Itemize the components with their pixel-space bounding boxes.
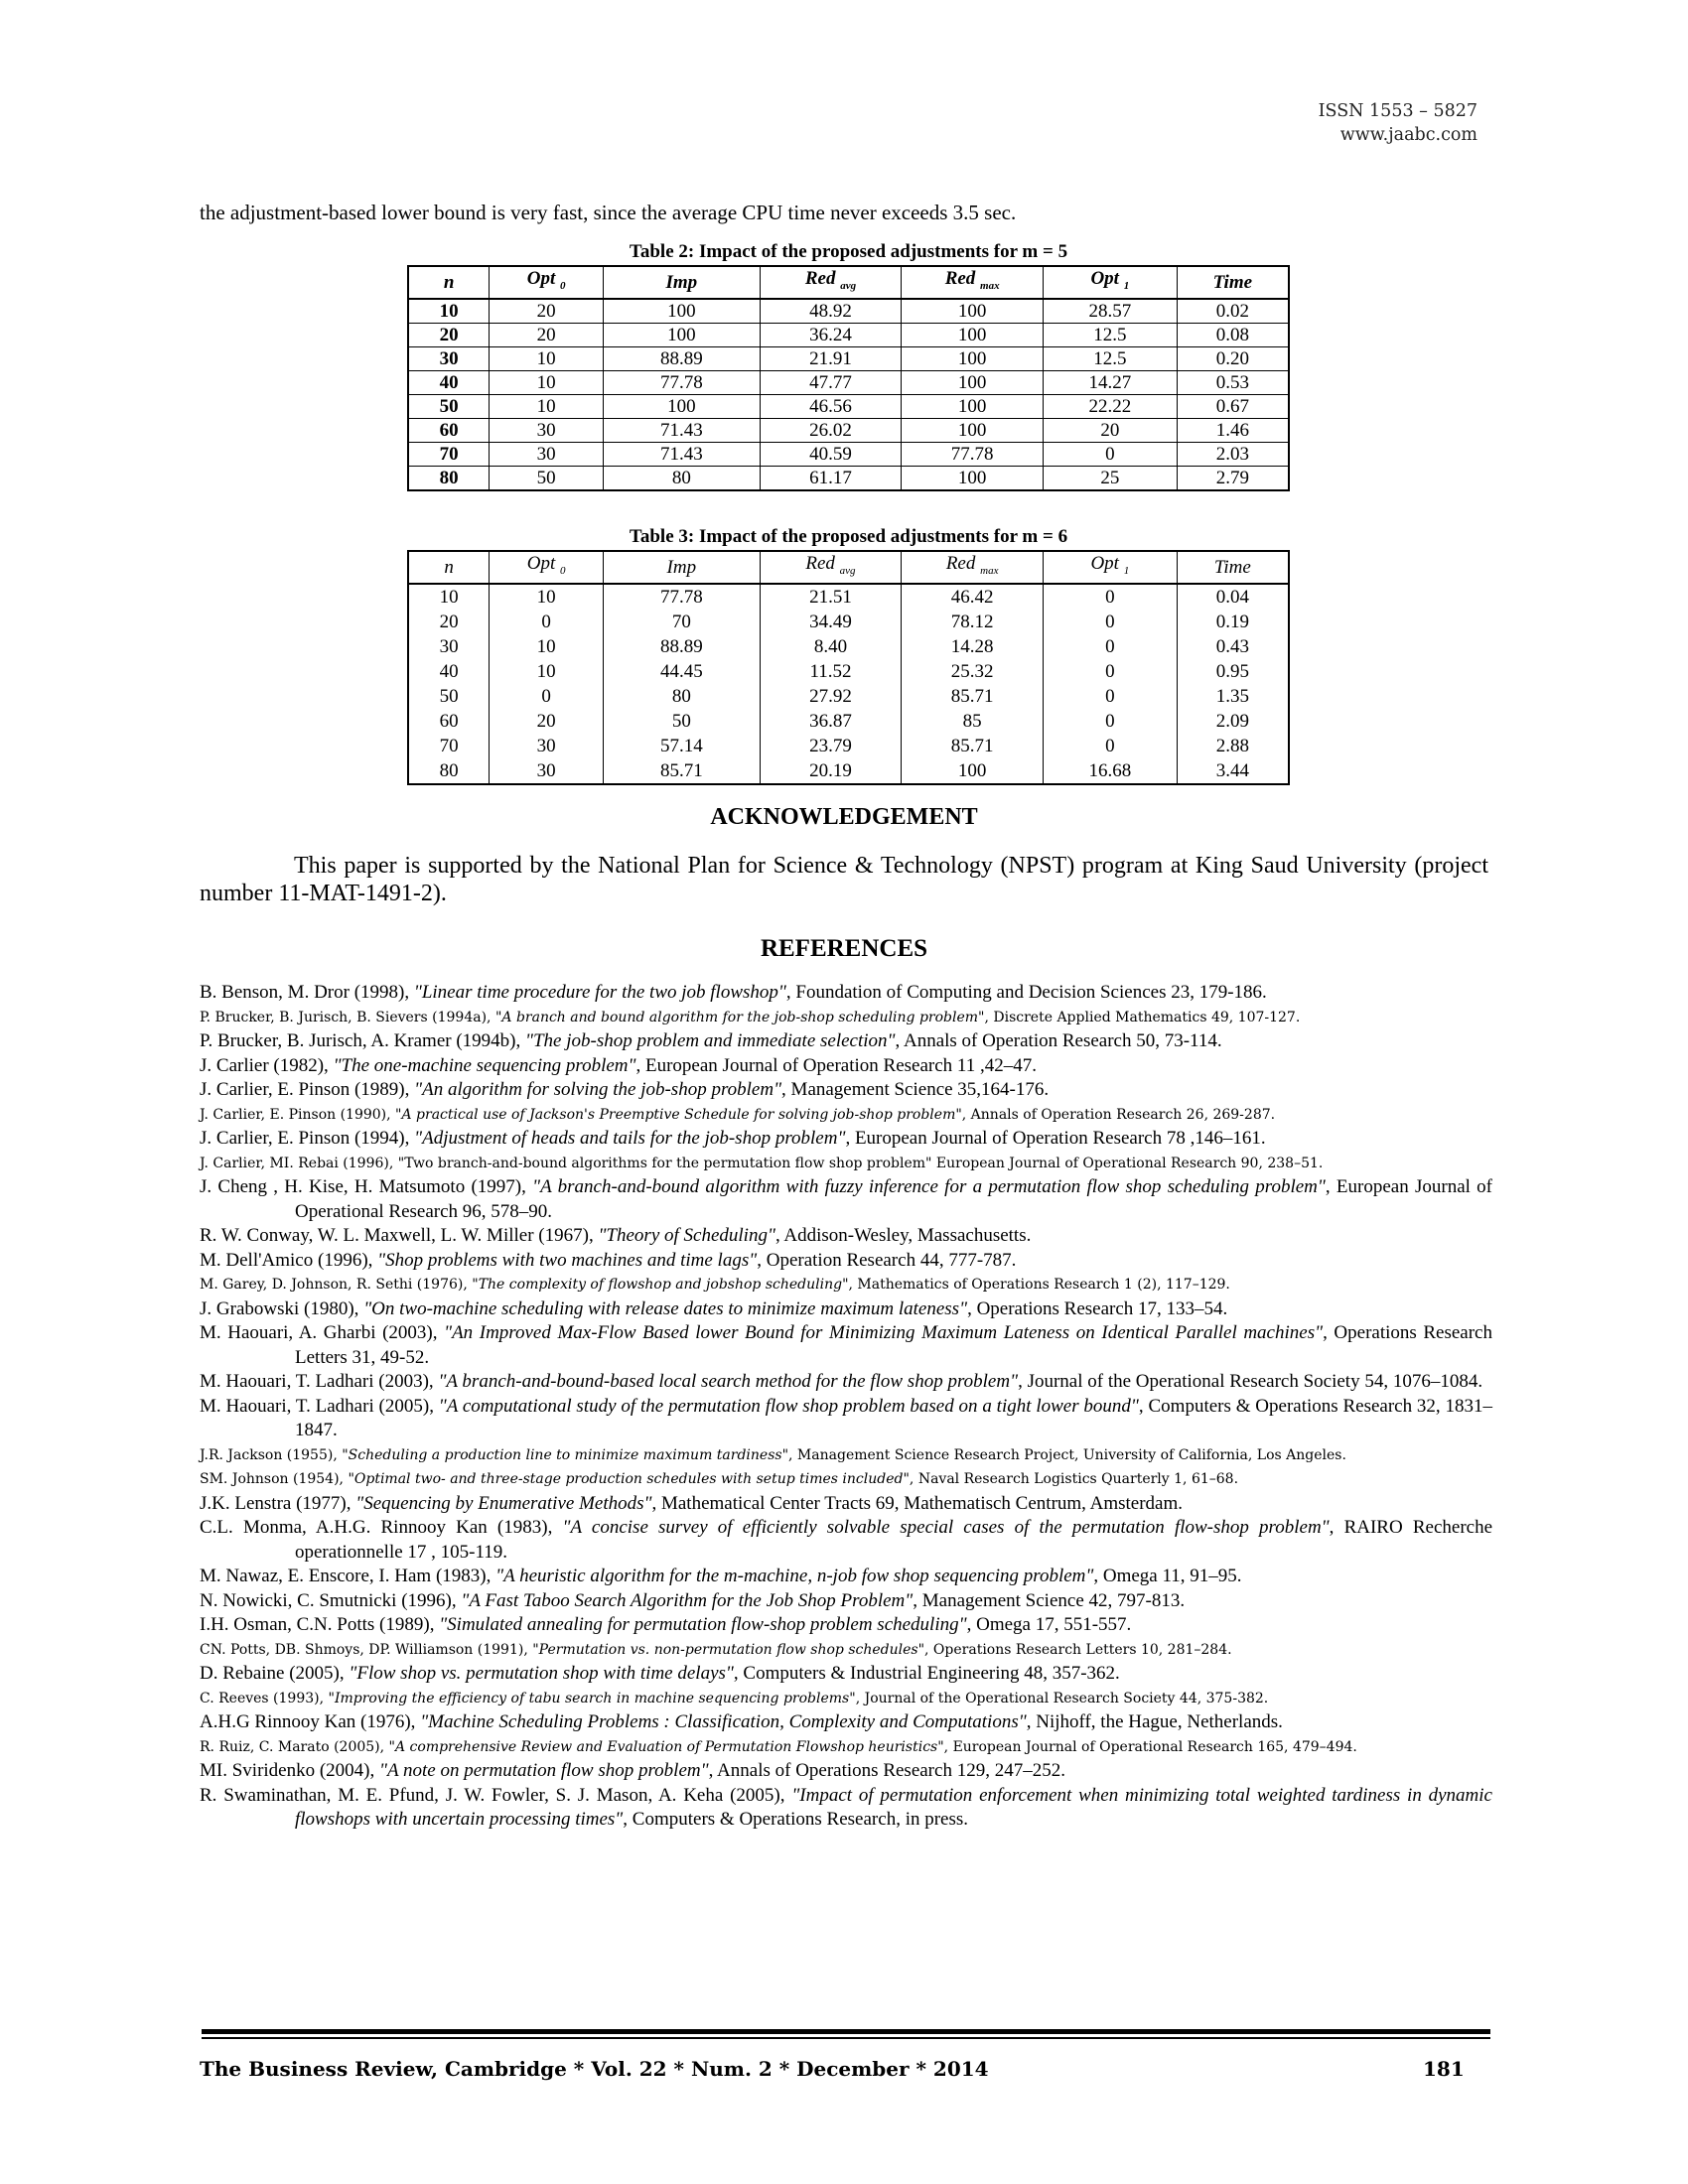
table-cell: 11.52 (760, 659, 902, 684)
table-cell: 100 (902, 346, 1044, 370)
reference-entry: J. Carlier, E. Pinson (1990), "A practical use of Jackson's Preemptive Schedule for solving job-shop problem", Annals of Operation Research 26, 269-287. (200, 1106, 1276, 1123)
table-cell: 12.5 (1043, 346, 1177, 370)
table-cell: 88.89 (604, 634, 761, 659)
reference-entry: J.R. Jackson (1955), "Scheduling a production line to minimize maximum tardiness", Management Science Research Project, University of California, Los Angeles. (200, 1446, 1346, 1463)
column-header: Imp (604, 266, 761, 299)
table-cell: 47.77 (760, 370, 902, 394)
acknowledgement-text: This paper is supported by the National Plan for Science & Technology (NPST) program at King Saud University (project number 11-MAT-1491-2). (200, 853, 1488, 906)
table-cell: 12.5 (1043, 323, 1177, 346)
table-cell: 30 (490, 734, 604, 758)
column-header: Opt $_0$ (490, 266, 604, 299)
table-cell: 0 (1043, 610, 1177, 634)
column-header: Imp (604, 551, 761, 584)
table-cell: 2.09 (1177, 709, 1289, 734)
table-3-caption: Table 3: Impact of the proposed adjustments for m = 6 (629, 526, 1068, 547)
table-cell: 27.92 (760, 684, 902, 709)
journal-header (1319, 99, 1477, 147)
table-cell: 57.14 (604, 734, 761, 758)
reference-entry: M. Haouari, A. Gharbi (2003), "An Improved Max-Flow Based lower Bound for Minimizing Maximum Lateness on Identical Parallel machines", Operations Research Letters 31, 49-52. (200, 1322, 1492, 1368)
table-cell: 80 (408, 758, 490, 784)
reference-entry: J. Carlier (1982), "The one-machine sequencing problem", European Journal of Operation Research 11 ,42–47. (200, 1054, 1037, 1076)
reference-entry: M. Haouari, T. Ladhari (2003), "A branch-and-bound-based local search method for the flow shop problem", Journal of the Operational Research Society 54, 1076–1084. (200, 1371, 1483, 1392)
table-cell: 0.43 (1177, 634, 1289, 659)
reference-entry: J. Grabowski (1980), "On two-machine scheduling with release dates to minimize maximum lateness", Operations Research 17, 133–54. (200, 1297, 1228, 1319)
table-cell: 30 (408, 346, 490, 370)
column-header: n (408, 266, 490, 299)
page-number: 181 (1423, 2057, 1465, 2081)
table-cell: 50 (408, 394, 490, 418)
table-cell: 20 (490, 299, 604, 324)
table-cell: 10 (490, 346, 604, 370)
footer-journal-citation: The Business Review, Cambridge * Vol. 22 * Num. 2 * December * 2014 (200, 2057, 989, 2081)
column-header: Opt $_1$ (1043, 266, 1177, 299)
table-cell: 1.46 (1177, 418, 1289, 442)
reference-entry: M. Haouari, T. Ladhari (2005), "A computational study of the permutation flow shop problem based on a tight lower bound", Computers & Operations Research 32, 1831–1847. (200, 1395, 1492, 1440)
table-2-grid (407, 265, 1290, 491)
column-header: Time (1177, 266, 1289, 299)
table-cell: 100 (604, 323, 761, 346)
table-cell: 0 (490, 610, 604, 634)
table-cell: 30 (490, 758, 604, 784)
table-cell: 80 (604, 684, 761, 709)
table-row (408, 709, 1289, 734)
table-cell: 78.12 (902, 610, 1044, 634)
table-cell: 40 (408, 370, 490, 394)
table-cell: 61.17 (760, 466, 902, 490)
table-cell: 30 (408, 634, 490, 659)
table-cell: 0.53 (1177, 370, 1289, 394)
table-cell: 50 (490, 466, 604, 490)
reference-entry: R. Ruiz, C. Marato (2005), "A comprehensive Review and Evaluation of Permutation Flowshop heuristics", European Journal of Operational Research 165, 479–494. (200, 1738, 1357, 1755)
table-cell: 0.08 (1177, 323, 1289, 346)
table-row (408, 323, 1289, 346)
reference-entry: M. Garey, D. Johnson, R. Sethi (1976), "The complexity of flowshop and jobshop scheduling", Mathematics of Operations Research 1 (2), 117–129. (200, 1277, 1230, 1293)
table-cell: 0 (1043, 659, 1177, 684)
table-row (408, 610, 1289, 634)
table-2-caption: Table 2: Impact of the proposed adjustments for m = 5 (629, 241, 1068, 262)
table-cell: 10 (490, 634, 604, 659)
reference-entry: CN. Potts, DB. Shmoys, DP. Williamson (1991), "Permutation vs. non-permutation flow shop schedules", Operations Research Letters 10, 281–284. (200, 1641, 1232, 1658)
table-cell: 100 (902, 758, 1044, 784)
table-cell: 14.28 (902, 634, 1044, 659)
table-cell: 28.57 (1043, 299, 1177, 324)
reference-entry: C.L. Monma, A.H.G. Rinnooy Kan (1983), "A concise survey of efficiently solvable special cases of the permutation flow-shop problem", RAIRO Recherche operationnelle 17 , 105-119. (200, 1517, 1493, 1563)
table-cell: 0.95 (1177, 659, 1289, 684)
table-cell: 40.59 (760, 442, 902, 466)
table-row (408, 442, 1289, 466)
column-header: Red $_{max}$ (902, 266, 1044, 299)
intro-paragraph: the adjustment-based lower bound is very fast, since the average CPU time never exceeds 3.5 sec. (200, 201, 1017, 224)
table-cell: 16.68 (1043, 758, 1177, 784)
table-cell: 100 (902, 323, 1044, 346)
table-row (408, 394, 1289, 418)
table-cell: 100 (902, 418, 1044, 442)
table-cell: 30 (490, 418, 604, 442)
column-header: Red $_{max}$ (902, 551, 1044, 584)
table-cell: 23.79 (760, 734, 902, 758)
table-row (408, 584, 1289, 610)
table-cell: 10 (408, 299, 490, 324)
table-cell: 0.67 (1177, 394, 1289, 418)
reference-entry: M. Nawaz, E. Enscore, I. Ham (1983), "A heuristic algorithm for the m-machine, n-job fow shop sequencing problem", Omega 11, 91–95. (200, 1566, 1242, 1586)
table-row (408, 299, 1289, 324)
table-cell: 14.27 (1043, 370, 1177, 394)
table-cell: 48.92 (760, 299, 902, 324)
table-cell: 20.19 (760, 758, 902, 784)
table-header-row (408, 266, 1289, 299)
reference-entry: M. Dell'Amico (1996), "Shop problems with two machines and time lags", Operation Research 44, 777-787. (200, 1249, 1017, 1271)
reference-entry: J. Carlier, E. Pinson (1994), "Adjustment of heads and tails for the job-shop problem", European Journal of Operation Research 78 ,146–161. (200, 1128, 1266, 1149)
reference-entry: MI. Sviridenko (2004), "A note on permutation flow shop problem", Annals of Operations Research 129, 247–252. (200, 1760, 1065, 1781)
table-cell: 44.45 (604, 659, 761, 684)
table-cell: 71.43 (604, 442, 761, 466)
table-cell: 50 (604, 709, 761, 734)
issn-number: ISSN 1553 – 5827 (1318, 101, 1477, 121)
table-cell: 70 (604, 610, 761, 634)
table-cell: 80 (408, 466, 490, 490)
reference-entry: R. W. Conway, W. L. Maxwell, L. W. Miller (1967), "Theory of Scheduling", Addison-Wesley, Massachusetts. (200, 1225, 1032, 1246)
table-cell: 20 (490, 709, 604, 734)
table-row (408, 370, 1289, 394)
table-cell: 88.89 (604, 346, 761, 370)
table-cell: 0 (1043, 442, 1177, 466)
table-row (408, 466, 1289, 490)
references-heading: REFERENCES (760, 935, 928, 962)
table-cell: 71.43 (604, 418, 761, 442)
table-cell: 0 (1043, 734, 1177, 758)
table-cell: 46.56 (760, 394, 902, 418)
table-cell: 3.44 (1177, 758, 1289, 784)
reference-entry: B. Benson, M. Dror (1998), "Linear time procedure for the two job flowshop", Foundation of Computing and Decision Sciences 23, 179-186. (200, 982, 1267, 1003)
table-cell: 77.78 (902, 442, 1044, 466)
column-header: n (408, 551, 490, 584)
table-cell: 77.78 (604, 370, 761, 394)
website-url: www.jaabc.com (1339, 125, 1477, 145)
reference-entry: J. Cheng , H. Kise, H. Matsumoto (1997), "A branch-and-bound algorithm with fuzzy inference for a permutation flow shop scheduling problem", European Journal of Operational Research 96, 578–90. (200, 1176, 1493, 1222)
table-cell: 25 (1043, 466, 1177, 490)
table-cell: 20 (490, 323, 604, 346)
table-cell: 60 (408, 418, 490, 442)
table-3 (407, 526, 1290, 785)
footer-rule-thin (202, 2037, 1490, 2039)
table-cell: 0 (490, 684, 604, 709)
table-cell: 21.91 (760, 346, 902, 370)
table-cell: 26.02 (760, 418, 902, 442)
column-header: Opt $_0$ (490, 551, 604, 584)
table-cell: 1.35 (1177, 684, 1289, 709)
table-cell: 10 (490, 370, 604, 394)
reference-entry: J.K. Lenstra (1977), "Sequencing by Enumerative Methods", Mathematical Center Tracts 69, Mathematisch Centrum, Amsterdam. (200, 1492, 1184, 1514)
table-cell: 22.22 (1043, 394, 1177, 418)
table-row (408, 346, 1289, 370)
table-cell: 85.71 (902, 684, 1044, 709)
acknowledgement-heading: ACKNOWLEDGEMENT (710, 804, 978, 830)
table-cell: 36.24 (760, 323, 902, 346)
table-row (408, 634, 1289, 659)
table-cell: 85.71 (604, 758, 761, 784)
table-cell: 36.87 (760, 709, 902, 734)
table-cell: 70 (408, 442, 490, 466)
table-row (408, 659, 1289, 684)
reference-entry: R. Swaminathan, M. E. Pfund, J. W. Fowler, S. J. Mason, A. Keha (2005), "Impact of permutation enforcement when minimizing total weighted tardiness in dynamic flowshops with uncertain processing times", Computers & Operations Research, in press. (200, 1784, 1492, 1830)
references-list (200, 981, 1492, 1833)
reference-entry: SM. Johnson (1954), "Optimal two- and three-stage production schedules with setup times included", Naval Research Logistics Quarterly 1, 61–68. (200, 1471, 1239, 1487)
reference-entry: A.H.G Rinnooy Kan (1976), "Machine Scheduling Problems : Classification, Complexity and Computations", Nijhoff, the Hague, Netherlands. (200, 1711, 1283, 1732)
table-row (408, 684, 1289, 709)
reference-entry: D. Rebaine (2005), "Flow shop vs. permutation shop with time delays", Computers & Industrial Engineering 48, 357-362. (200, 1663, 1120, 1684)
reference-entry: N. Nowicki, C. Smutnicki (1996), "A Fast Taboo Search Algorithm for the Job Shop Problem", Management Science 42, 797-813. (200, 1589, 1186, 1611)
column-header: Red $_{avg}$ (760, 266, 902, 299)
table-cell: 20 (408, 323, 490, 346)
table-cell: 2.88 (1177, 734, 1289, 758)
column-header: Time (1177, 551, 1289, 584)
reference-entry: J. Carlier, MI. Rebai (1996), "Two branch-and-bound algorithms for the permutation flow shop problem" European Journal of Operational Research 90, 238–51. (200, 1155, 1324, 1171)
table-cell: 10 (490, 659, 604, 684)
table-cell: 85.71 (902, 734, 1044, 758)
table-cell: 34.49 (760, 610, 902, 634)
reference-entry: P. Brucker, B. Jurisch, A. Kramer (1994b), "The job-shop problem and immediate selection", Annals of Operation Research 50, 73-114. (200, 1030, 1222, 1051)
table-cell: 10 (408, 584, 490, 610)
table-cell: 30 (490, 442, 604, 466)
table-cell: 10 (490, 394, 604, 418)
reference-entry: P. Brucker, B. Jurisch, B. Sievers (1994a), "A branch and bound algorithm for the job-shop scheduling problem", Discrete Applied Mathematics 49, 107-127. (200, 1009, 1301, 1025)
table-row (408, 758, 1289, 784)
table-cell: 2.03 (1177, 442, 1289, 466)
footer-rule-thick (202, 2029, 1490, 2034)
table-cell: 2.79 (1177, 466, 1289, 490)
table-row (408, 418, 1289, 442)
table-cell: 0.20 (1177, 346, 1289, 370)
table-cell: 20 (408, 610, 490, 634)
table-cell: 60 (408, 709, 490, 734)
table-cell: 100 (604, 394, 761, 418)
reference-entry: J. Carlier, E. Pinson (1989), "An algorithm for solving the job-shop problem", Management Science 35,164-176. (200, 1079, 1050, 1100)
table-cell: 21.51 (760, 584, 902, 610)
table-cell: 0.02 (1177, 299, 1289, 324)
table-cell: 8.40 (760, 634, 902, 659)
table-cell: 100 (902, 466, 1044, 490)
table-cell: 70 (408, 734, 490, 758)
table-cell: 85 (902, 709, 1044, 734)
table-cell: 0.04 (1177, 584, 1289, 610)
reference-entry: C. Reeves (1993), "Improving the efficiency of tabu search in machine sequencing problems", Journal of the Operational Research Society 44, 375-382. (200, 1690, 1269, 1706)
table-cell: 40 (408, 659, 490, 684)
table-cell: 100 (604, 299, 761, 324)
table-cell: 80 (604, 466, 761, 490)
table-cell: 0 (1043, 709, 1177, 734)
table-cell: 77.78 (604, 584, 761, 610)
table-cell: 50 (408, 684, 490, 709)
table-cell: 100 (902, 370, 1044, 394)
table-cell: 20 (1043, 418, 1177, 442)
table-2 (407, 241, 1290, 491)
table-3-grid (407, 550, 1290, 785)
table-cell: 46.42 (902, 584, 1044, 610)
table-cell: 10 (490, 584, 604, 610)
table-cell: 100 (902, 299, 1044, 324)
reference-entry: I.H. Osman, C.N. Potts (1989), "Simulated annealing for permutation flow-shop problem scheduling", Omega 17, 551-557. (200, 1614, 1132, 1635)
table-cell: 25.32 (902, 659, 1044, 684)
table-row (408, 734, 1289, 758)
column-header: Red $_{avg}$ (760, 551, 902, 584)
table-cell: 100 (902, 394, 1044, 418)
table-cell: 0.19 (1177, 610, 1289, 634)
table-cell: 0 (1043, 684, 1177, 709)
table-cell: 0 (1043, 584, 1177, 610)
table-header-row (408, 551, 1289, 584)
column-header: Opt $_1$ (1043, 551, 1177, 584)
table-cell: 0 (1043, 634, 1177, 659)
